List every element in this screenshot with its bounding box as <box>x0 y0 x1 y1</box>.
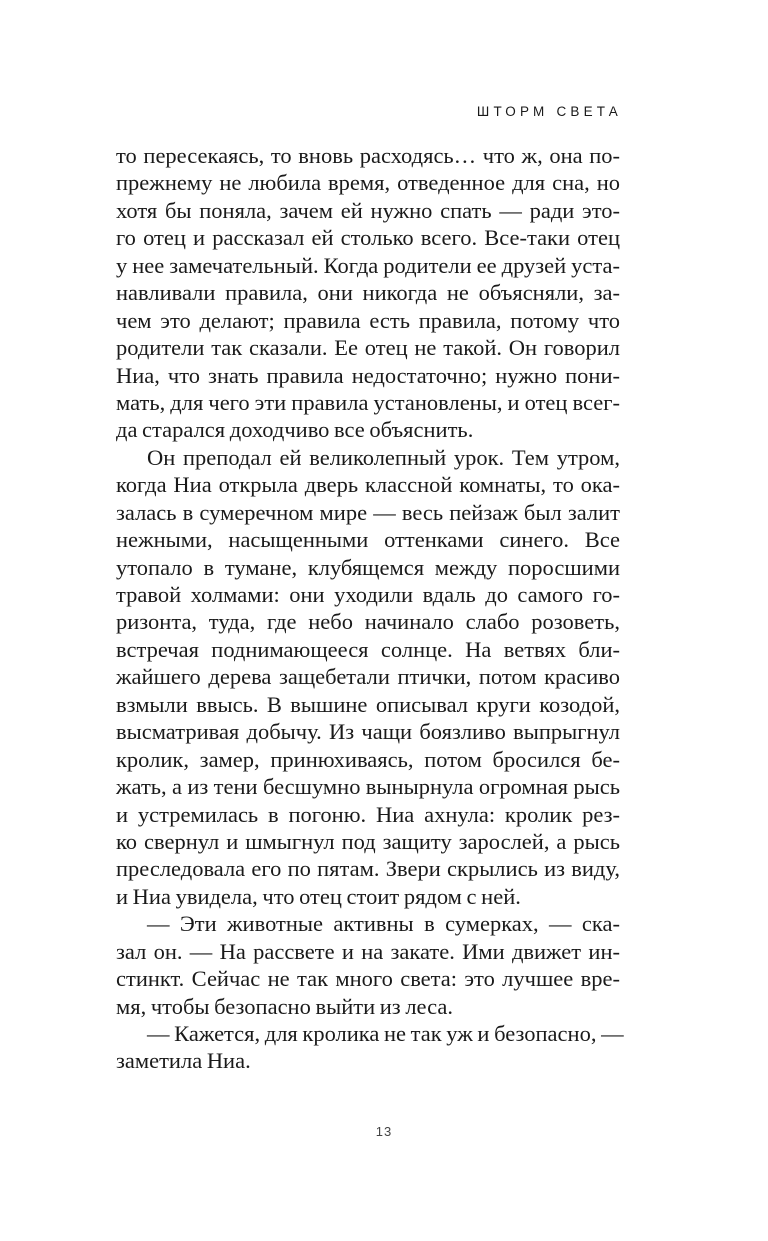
text-line: хотя бы поняла, зачем ей нужно спать — ради это- <box>116 197 620 223</box>
text-line: Он преподал ей великолепный урок. Тем утром, <box>147 444 620 470</box>
text-line: кролик, замер, принюхиваясь, потом бросился бе- <box>116 746 620 772</box>
text-line: да старался доходчиво все объяснить. <box>116 417 474 443</box>
text-line: залась в сумеречном мире — весь пейзаж был залит <box>116 499 620 525</box>
text-line: утопало в тумане, клубящемся между поросшими <box>116 554 620 580</box>
text-line: и устремилась в погоню. Ниа ахнула: кролик рез- <box>116 801 620 827</box>
text-line: Ниа, что знать правила недостаточно; нужно пони- <box>116 362 620 388</box>
text-line: жать, а из тени бесшумно вынырнула огромная рысь <box>116 774 620 800</box>
paragraph-2 <box>116 444 620 910</box>
text-line: травой холмами: они уходили вдаль до самого го- <box>116 582 620 607</box>
text-line: родители так сказали. Ее отец не такой. Он говорил <box>116 335 620 361</box>
text-line: когда Ниа открыла дверь классной комнаты, то ока- <box>116 472 620 498</box>
text-line: прежнему не любила время, отведенное для сна, но <box>116 170 620 196</box>
text-line: преследовала его по пятам. Звери скрылись из виду, <box>116 856 620 882</box>
text-line: нежными, насыщенными оттенками синего. Все <box>116 527 620 553</box>
text-line: взмыли ввысь. В вышине описывал круги козодой, <box>116 691 620 717</box>
text-line: и Ниа увидела, что отец стоит рядом с ней. <box>116 883 521 909</box>
paragraph-3 <box>116 910 620 1020</box>
text-line: — Эти животные активны в сумерках, — ска- <box>147 911 620 937</box>
text-line: мя, чтобы безопасно выйти из леса. <box>116 993 453 1019</box>
text-line: встречая поднимающееся солнце. На ветвях бли- <box>116 636 620 662</box>
text-line: у нее замечательный. Когда родители ее друзей уста- <box>116 252 620 278</box>
text-line: навливали правила, они никогда не объясняли, за- <box>116 280 620 306</box>
text-line: жайшего дерева защебетали птички, потом красиво <box>116 664 620 690</box>
paragraph-1 <box>116 142 620 444</box>
paragraph-4 <box>116 1020 624 1075</box>
running-header: ШТОРМ СВЕТА <box>476 104 622 119</box>
text-line: чем это делают; правила есть правила, потому что <box>116 307 620 333</box>
text-block <box>116 142 624 1075</box>
text-line: ко свернул и шмыгнул под защиту зарослей, а рысь <box>116 828 620 854</box>
page-number: 13 <box>375 1124 393 1139</box>
text-line: высматривая добычу. Из чащи боязливо выпрыгнул <box>116 719 620 745</box>
text-line: мать, для чего эти правила установлены, и отец всег- <box>116 389 620 415</box>
text-line: ризонта, туда, где небо начинало слабо розоветь, <box>116 609 620 635</box>
text-line: го отец и рассказал ей столько всего. Все-таки отец <box>116 225 620 251</box>
text-line: стинкт. Сейчас не так много света: это лучшее вре- <box>116 966 620 992</box>
text-line: зал он. — На рассвете и на закате. Ими движет ин- <box>116 938 620 964</box>
text-line: заметила Ниа. <box>116 1048 251 1074</box>
text-line: — Кажется, для кролика не так уж и безопасно, — <box>147 1021 624 1046</box>
text-line: то пересекаясь, то вновь расходясь… что ж, она по- <box>116 143 620 168</box>
